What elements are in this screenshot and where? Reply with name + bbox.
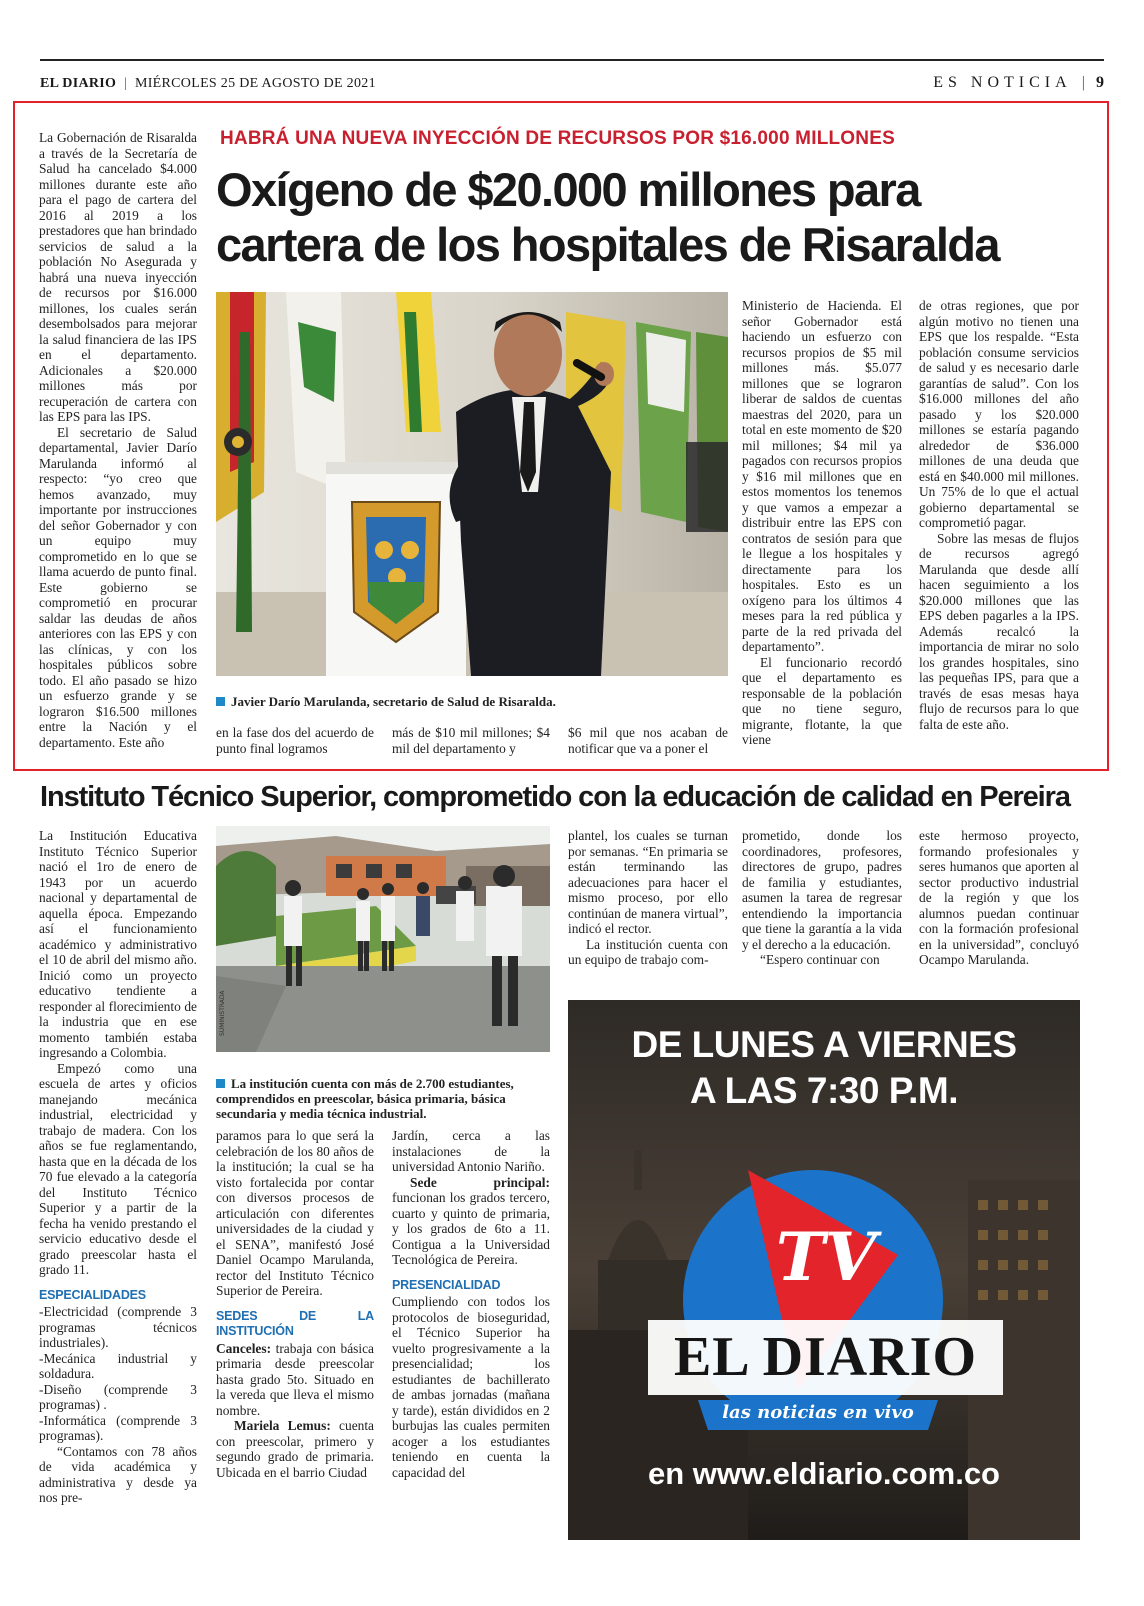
caption-marker-icon xyxy=(216,697,225,706)
article2-paragraph: Empezó como una escuela de artes y oficios manejando mecánica industrial, electricidad y trabajo de madera. Con los años se fue reglamentando, hasta que en la década de los 70 fue elevado a la categoría del Instituto Técnico Superior y a partir de la fecha ha venido prestando el servicio educativo desde el grado preescolar hasta el grado 11. xyxy=(39,1060,197,1277)
article2-paragraph: “Contamos con 78 años de vida académica y administrativa y desde ya nos pre- xyxy=(39,1443,197,1505)
ad-tagline: las noticias en vivo xyxy=(722,1402,914,1423)
article1-paragraph: en la fase dos del acuerdo de punto final logramos xyxy=(216,725,374,756)
article2-paragraph: prometido, donde los coordinadores, profesores, directores de grupo, padres de familia y estudiantes, asumen la tarea de regresar entendiendo la importancia que tiene la garantía a la vida y el derecho a la educación. xyxy=(742,828,902,952)
article1-col1 xyxy=(39,130,197,750)
students-photo xyxy=(216,826,550,1052)
article1-col3 xyxy=(392,725,550,756)
ad-line-2: A LAS 7:30 P.M. xyxy=(689,1070,959,1111)
article1-paragraph: Sobre las mesas de flujos de recursos agregó Marulanda que desde allí hacen seguimiento a los $20.000 millones que las EPS deben pagarles a la IPS. Además recalcó la importancia de mirar no solo los grandes hospitales, sino las pequeñas IPS, para que a través de esas mesas haya flujo de recursos para lo que falta de este año. xyxy=(919,530,1079,732)
issue-date: MIÉRCOLES 25 DE AGOSTO DE 2021 xyxy=(134,76,376,91)
specialty-item: -Informática (comprende 3 programas). xyxy=(39,1412,197,1443)
sede-description: funcionan los grados tercero, cuarto y quinto de primaria, y los grados de 6to a 11. Contigua a la Universidad Tecnológica de Pereira. xyxy=(392,1190,550,1267)
article2-paragraph: “Espero continuar con xyxy=(760,952,880,967)
article1-paragraph: Ministerio de Hacienda. El señor Gobernador está haciendo un esfuerzo con recursos propios de $5 mil millones más. $5.077 millones que se lograron liberar de saldos de cuentas maestras del 2020, para un total en este momento de $20 mil millones; $4 mil ya pagados con recursos propios y $16 mil millones que en estos momentos los tenemos y que vamos a empezar a distribuir entre las EPS con contratos de sesión para que le llegue a los hospitales y directamente para los hospitales. Esto es un oxígeno para los últimos 4 meses para la red pública y parte de la red privada del departamento”. xyxy=(742,298,902,654)
article2-caption xyxy=(216,1076,550,1121)
ad-schedule xyxy=(568,1022,1080,1114)
article1-paragraph: más de $10 mil millones; $4 mil del departamento y xyxy=(392,725,550,756)
sedes-heading: SEDES DE LA INSTITUCIÓN xyxy=(216,1308,374,1338)
article2-paragraph xyxy=(216,1341,374,1419)
ad-line-1: DE LUNES A VIERNES xyxy=(631,1024,1017,1065)
article2-caption-text: La institución cuenta con más de 2.700 estudiantes, comprendidos en preescolar, básica primaria, básica secundaria y media técnica industrial. xyxy=(216,1076,514,1121)
tv-advertisement[interactable] xyxy=(568,1000,1080,1540)
article1-paragraph: El funcionario recordó que el departamento es responsable de la población que no tiene seguro, migrante, flotante, la que viene xyxy=(742,654,902,747)
presencialidad-heading: PRESENCIALIDAD xyxy=(392,1277,501,1292)
article2-photo xyxy=(216,826,550,1052)
headline-line-1: Oxígeno de $20.000 millones para xyxy=(216,163,920,216)
article1-caption-text: Javier Darío Marulanda, secretario de Salud de Risaralda. xyxy=(231,694,556,709)
article2-paragraph: La Institución Educativa Instituto Técnico Superior nació el 1ro de enero de 1943 por un acuerdo nacional y departamental de aquella época. Empezando así el funcionamiento académico y administrativo el 10 de abril del mismo año. Inició como un proyecto educativo tendiente a responder al florecimiento de la industria que en ese momento también estaba ingresando a Colombia. xyxy=(39,828,197,1060)
sede-name: Mariela Lemus: xyxy=(234,1418,331,1433)
specialty-item: -Diseño (comprende 3 programas) . xyxy=(39,1381,197,1412)
article2-col1 xyxy=(39,828,197,1506)
article2-paragraph xyxy=(392,1175,550,1268)
article1-paragraph: El secretario de Salud departamental, Javier Darío Marulanda informó al respecto: “yo creo que hemos avanzado, muy importante por instrucciones del señor Gobernador y con un equipo muy comprometido en lo que se llama acuerdo de punto final. Este gobierno se comprometió en procurar saldar las deudas de años anteriores con las EPS y con las clínicas, y con los hospitales públicos sobre todo. El año pasado se hizo un esfuerzo grande y se lograron $16.500 millones entre la Nación y el departamento. Este año xyxy=(39,424,197,750)
article1-paragraph: La Gobernación de Risaralda a través de la Secretaría de Salud ha cancelado $4.000 millones durante este año para el pago de cartera del 2016 al 2019 a los prestadores que han brindado servicios de salud a la población No Asegurada y habrá una nueva inyección de recursos por $16.000 millones, los cuales serán desembolsados para mejorar la salud financiera de las IPS en el departamento. Adicionales a $20.000 millones más por recuperación de cartera con las EPS para las IPS. xyxy=(39,130,197,424)
sede-description: trabaja con básica primaria desde preescolar hasta grado 5to. Situado en la vereda que lleva el mismo nombre. xyxy=(216,1340,374,1418)
headline-line-2: cartera de los hospitales de Risaralda xyxy=(216,218,999,271)
article2-paragraph: Jardín, cerca a las instalaciones de la universidad Antonio Nariño. xyxy=(392,1128,550,1174)
article2-paragraph: Cumpliendo con todos los protocolos de bioseguridad, el Técnico Superior ha vuelto progresivamente a la presencialidad; los estudiantes de bachillerato de ambas jornadas (mañana y tarde), están divididos en 2 burbujas las cuales permiten acoger a los estudiantes teniendo en cuenta la capacidad del xyxy=(392,1294,550,1480)
article1-paragraph: de otras regiones, que por algún motivo no tienen una EPS que los respalde. “Esta población consume servicios de salud y es necesario darle garantías de salud”. Con los $16.000 millones del año pasado y los $20.000 millones se estaría pagando alrededor de $36.000 millones de una deuda que está en $40.000 mil millones. Un 75% de lo que el actual gobierno departamental se comprometió pagar. xyxy=(919,298,1079,530)
ad-tv-logo: TV xyxy=(775,1218,877,1296)
sede-name: Sede principal: xyxy=(410,1174,550,1190)
specialty-item: -Mecánica industrial y soldadura. xyxy=(39,1350,197,1381)
header-top-rule xyxy=(40,59,1104,61)
photo-credit: SUMINISTRADA xyxy=(219,990,226,1036)
article1-col5 xyxy=(742,298,902,748)
specialty-item: -Electricidad (comprende 3 programas técnicos industriales). xyxy=(39,1304,197,1350)
article1-headline xyxy=(216,162,1096,272)
ad-brand: EL DIARIO xyxy=(673,1326,978,1388)
header-right: ES NOTICIA | 9 xyxy=(933,74,1104,91)
section-name: ES NOTICIA xyxy=(933,74,1071,91)
article1-photo xyxy=(216,292,728,676)
article2-col2 xyxy=(216,1128,374,1480)
header-left: EL DIARIO | MIÉRCOLES 25 DE AGOSTO DE 2021 xyxy=(40,76,376,91)
article1-caption xyxy=(216,694,728,709)
article2-col5 xyxy=(742,828,902,968)
ad-url[interactable]: en www.eldiario.com.co xyxy=(648,1456,1000,1491)
specialties-heading: ESPECIALIDADES xyxy=(39,1287,146,1302)
article2-paragraph: este hermoso proyecto, formando profesionales y seres humanos que aporten al sector productivo industrial de la región y que los alumnos puedan continuar con la formación profesional en la universidad”, concluyó Ocampo Marulanda. xyxy=(919,828,1079,967)
sede-name: Canceles: xyxy=(216,1340,272,1356)
article2-col3 xyxy=(392,1128,550,1480)
page-number: 9 xyxy=(1096,74,1104,91)
speaker-photo xyxy=(216,292,728,676)
article2-headline: Instituto Técnico Superior, comprometido con la educación de calidad en Pereira xyxy=(40,781,1070,813)
article2-col4 xyxy=(568,828,728,968)
sede-description: cuenta con preescolar, primero y segundo grado de primaria. Ubicada en el barrio Ciudad xyxy=(216,1418,374,1480)
article2-paragraph xyxy=(216,1418,374,1480)
article1-paragraph: $6 mil que nos acaban de notificar que va a poner el xyxy=(568,725,728,756)
article1-col2 xyxy=(216,725,374,756)
article1-kicker: HABRÁ UNA NUEVA INYECCIÓN DE RECURSOS POR $16.000 MILLONES xyxy=(220,128,895,149)
article2-paragraph: plantel, los cuales se turnan por semanas. “En primaria se están terminando las adecuaciones para hacer el mismo proceso, por ello continúan de manera virtual”, indicó el rector. xyxy=(568,828,728,936)
article2-paragraph: La institución cuenta con un equipo de trabajo com- xyxy=(568,936,728,967)
article1-col6 xyxy=(919,298,1079,732)
paper-name: EL DIARIO xyxy=(40,76,117,91)
article2-col6 xyxy=(919,828,1079,968)
caption-marker-icon xyxy=(216,1079,225,1088)
article1-col4 xyxy=(568,725,728,756)
article2-paragraph: paramos para lo que será la celebración de los 80 años de la institución; la cual se ha visto fortalecida por contar con diversos procesos de articulación con diferentes universidades de la ciudad y el SENA”, manifestó José Daniel Ocampo Marulanda, rector del Instituto Técnico Superior de Pereira. xyxy=(216,1128,374,1298)
